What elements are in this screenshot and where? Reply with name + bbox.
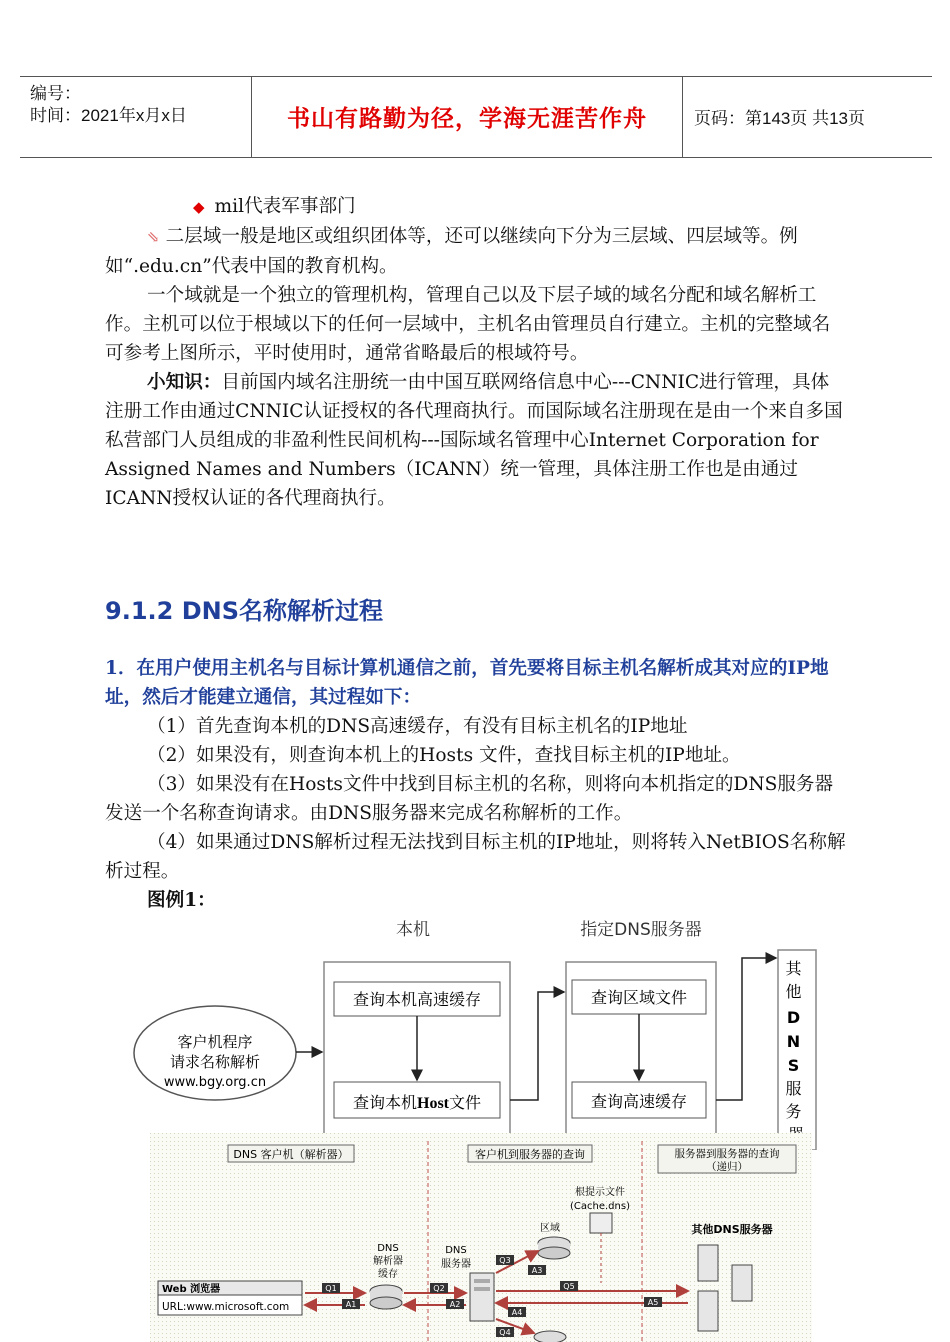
header-motto: 书山有路勤为径，学海无涯苦作舟	[287, 106, 647, 132]
flow-arrow	[510, 992, 564, 1100]
page-header	[20, 76, 932, 158]
dns-lookup-flow-diagram	[128, 910, 820, 1150]
resolver-label: 缓存	[378, 1269, 398, 1280]
svg-text:Q5: Q5	[563, 1282, 575, 1291]
server-icon	[698, 1245, 718, 1281]
box-label: 查询区域文件	[590, 988, 688, 1007]
dns-query-diagram	[150, 1133, 812, 1342]
resolver-label: DNS	[377, 1243, 399, 1254]
body-upper	[105, 192, 847, 513]
paragraph: ⇘ 二层域一般是地区或组织团体等，还可以继续向下分为三层域、四层域等。例如“.edu.cn”代表中国的教育机构。	[105, 226, 798, 277]
figure-label: 图例1：	[147, 890, 216, 911]
step-item: （2）如果没有，则查询本机上的Hosts 文件，查找目标主机的IP地址。	[147, 745, 741, 766]
box-label: 查询高速缓存	[590, 1092, 688, 1111]
header-label: 服务器到服务器的查询	[674, 1148, 780, 1160]
tip-label: 小知识：	[147, 372, 222, 393]
client-label: 客户机程序	[177, 1033, 253, 1051]
body-lower	[105, 654, 847, 915]
svg-text:A4: A4	[511, 1308, 523, 1317]
file-icon	[590, 1213, 612, 1233]
list-item: ◆ mil代表军事部门	[193, 196, 356, 217]
header-divider	[682, 77, 683, 157]
paragraph: 一个域就是一个独立的管理机构，管理自己以及下层子域的域名分配和域名解析工作。主机可以位于根域以下的任何一层域中，主机名由管理员自行建立。主机的完整域名可参考上图所示，平时使用时，通常省略最后的根域符号。	[105, 285, 831, 364]
header-page-info: 页码：第143页 共13页	[694, 109, 865, 128]
other-dns-label: 其 他 D N S 服 务	[785, 959, 802, 1121]
header-label: （递归）	[706, 1161, 748, 1173]
svg-text:Q1: Q1	[325, 1284, 337, 1293]
step-item: （1）首先查询本机的DNS高速缓存，有没有目标主机名的IP地址	[147, 716, 688, 737]
arrow-bullet-icon: ⇘	[147, 228, 160, 246]
server-icon	[732, 1265, 752, 1301]
local-machine-title: 本机	[396, 920, 430, 940]
svg-text:Q4: Q4	[499, 1328, 511, 1337]
root-hint-label: 根提示文件	[575, 1187, 625, 1198]
root-hint-label: (Cache.dns)	[570, 1201, 630, 1212]
box-label: 查询本机Host文件	[352, 1093, 482, 1112]
resolver-label: 解析器	[373, 1256, 403, 1267]
box-label: 查询本机高速缓存	[352, 990, 482, 1009]
step-intro: 1．在用户使用主机名与目标计算机通信之前，首先要将目标主机名解析成其对应的IP地址，然后才能建立通信，其过程如下：	[105, 658, 829, 708]
svg-text:A3: A3	[531, 1266, 543, 1275]
tip-text: 目前国内域名注册统一由中国互联网络信息中心---CNNIC进行管理，具体注册工作由通过CNNIC认证授权的各代理商执行。而国际域名注册现在是由一个来自多国私营部门人员组成的非盈利性民间机构---国际域名管理中心Internet Corporation for Assigned Names and Numbers（ICANN）统一管理，具体注册工作也是由通过ICANN授权认证的各代理商执行。	[105, 372, 843, 509]
step-item: （4）如果通过DNS解析过程无法找到目标主机的IP地址，则将转入NetBIOS名称解析过程。	[105, 832, 846, 882]
server-label: DNS	[445, 1245, 467, 1256]
header-number: 编号：	[30, 84, 81, 103]
browser-url: URL:www.microsoft.com	[162, 1301, 290, 1313]
step-item: （3）如果没有在Hosts文件中找到目标主机的名称，则将向本机指定的DNS服务器发送一个名称查询请求。由DNS服务器来完成名称解析的工作。	[105, 774, 834, 824]
header-time: 时间：2021年x月x日	[30, 106, 187, 125]
client-url: www.bgy.org.cn	[163, 1075, 267, 1090]
diamond-bullet-icon: ◆	[193, 198, 205, 216]
browser-title: Web 浏览器	[162, 1284, 221, 1295]
header-meta	[30, 83, 255, 127]
svg-text:A1: A1	[345, 1300, 357, 1309]
client-label: 请求名称解析	[169, 1053, 261, 1071]
tip-paragraph	[105, 368, 847, 513]
dns-server-title: 指定DNS服务器	[580, 920, 702, 940]
flow-arrow	[716, 958, 776, 1100]
svg-text:Q2: Q2	[433, 1284, 445, 1293]
header-label: DNS 客户机（解析器）	[233, 1148, 349, 1161]
zone-label: 区域	[540, 1223, 560, 1234]
svg-text:A5: A5	[647, 1298, 659, 1307]
cache-database-icon	[534, 1331, 566, 1342]
server-label: 服务器	[441, 1259, 471, 1270]
server-icon	[698, 1291, 718, 1331]
header-label: 客户机到服务器的查询	[475, 1148, 585, 1161]
section-title: 9.1.2 DNS名称解析过程	[105, 597, 383, 625]
other-servers-label: 其他DNS服务器	[691, 1223, 773, 1236]
svg-text:A2: A2	[449, 1300, 461, 1309]
svg-text:Q3: Q3	[499, 1256, 511, 1265]
